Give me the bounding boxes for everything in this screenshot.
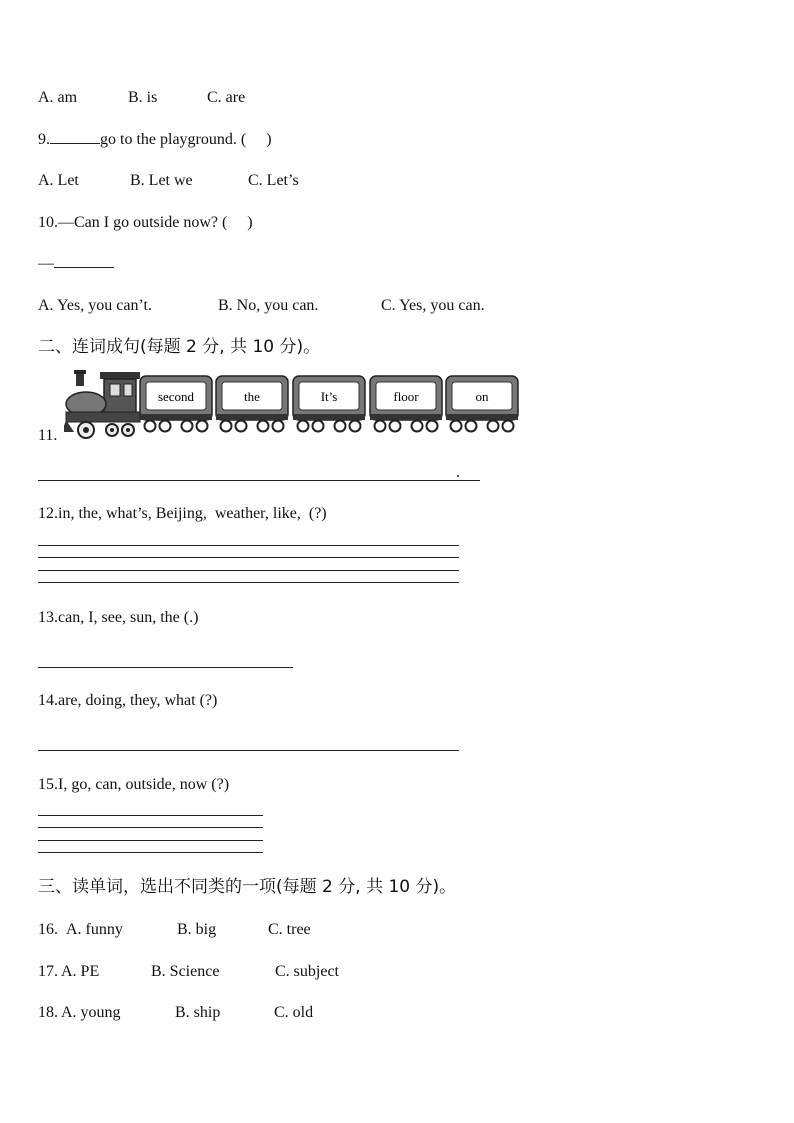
- q9-text: go to the playground. ( ): [100, 131, 272, 148]
- q10-dash: —: [38, 255, 54, 272]
- q12-answer-line-2: [38, 557, 459, 558]
- section-3-heading: 三、读单词，选出不同类的一项(每题 2 分, 共 10 分)。: [38, 877, 457, 897]
- q18-option-c: C. old: [274, 1004, 314, 1021]
- q15-answer-line-3: [38, 840, 263, 841]
- question-15: 15.I, go, can, outside, now (?): [38, 776, 230, 793]
- section-2-heading: 二、连词成句(每题 2 分, 共 10 分)。: [38, 337, 321, 357]
- q16-option-c: C. tree: [268, 921, 311, 938]
- q10-text: —Can I go outside now? ( ): [58, 214, 253, 231]
- q17-option-c: C. subject: [275, 963, 339, 980]
- q15-answer-line-2: [38, 827, 263, 828]
- q11-answer-line: [38, 480, 480, 481]
- q8-option-c: C. are: [207, 89, 246, 106]
- q18-number: 18.: [38, 1004, 58, 1021]
- q9-option-b: B. Let we: [130, 172, 193, 189]
- train-car-4: [370, 376, 442, 432]
- q11-word-1: second: [157, 389, 195, 404]
- q11-word-5: on: [475, 389, 489, 404]
- q9-number: 9.: [38, 131, 50, 148]
- q16-option-a: A. funny: [66, 921, 123, 938]
- q10-option-a: A. Yes, you can’t.: [38, 297, 152, 314]
- q12-answer-line-4: [38, 582, 459, 583]
- question-10: [38, 213, 253, 233]
- train-car-1: [140, 376, 212, 432]
- train-car-3: [293, 376, 365, 432]
- q13-answer-line: [38, 667, 293, 668]
- q15-answer-line-1: [38, 815, 263, 816]
- q17-number: 17.: [38, 963, 58, 980]
- q17-option-a: A. PE: [61, 963, 100, 980]
- q9-option-a: A. Let: [38, 172, 79, 189]
- q10-option-b: B. No, you can.: [218, 297, 319, 314]
- q18-option-a: A. young: [61, 1004, 121, 1021]
- question-14: 14.are, doing, they, what (?): [38, 692, 218, 709]
- q8-option-a: A. am: [38, 89, 78, 106]
- q10-blank: [54, 267, 114, 268]
- q9-blank: [50, 143, 100, 144]
- question-13: 13.can, I, see, sun, the (.): [38, 609, 199, 626]
- train-car-5: [446, 376, 518, 432]
- q11-period: .: [456, 464, 460, 481]
- q16-number: 16.: [38, 921, 58, 938]
- train-car-2: [216, 376, 288, 432]
- train-illustration: [64, 370, 524, 442]
- q9-option-c: C. Let’s: [248, 172, 299, 189]
- q11-word-3: It’s: [320, 389, 338, 404]
- q10-answer-line: [38, 254, 114, 274]
- question-12: 12.in, the, what’s, Beijing, weather, like, (?): [38, 505, 327, 522]
- locomotive-image: [64, 370, 140, 438]
- q16-option-b: B. big: [177, 921, 217, 938]
- q15-answer-line-4: [38, 852, 263, 853]
- q10-number: 10.: [38, 214, 58, 231]
- q11-number: 11.: [38, 427, 58, 444]
- q8-option-b: B. is: [128, 89, 158, 106]
- q17-option-b: B. Science: [151, 963, 220, 980]
- q18-option-b: B. ship: [175, 1004, 221, 1021]
- q10-option-c: C. Yes, you can.: [381, 297, 485, 314]
- question-9: [38, 130, 272, 150]
- q14-answer-line: [38, 750, 459, 751]
- q12-answer-line-3: [38, 570, 459, 571]
- q11-word-4: floor: [393, 389, 419, 404]
- q11-word-2: the: [244, 389, 260, 404]
- q12-answer-line-1: [38, 545, 459, 546]
